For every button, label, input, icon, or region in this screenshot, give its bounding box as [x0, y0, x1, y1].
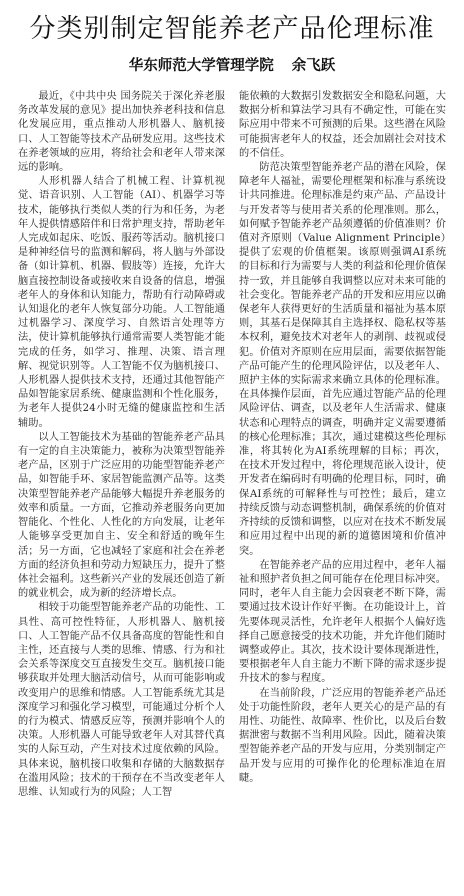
body-paragraph: 以人工智能技术为基础的智能养老产品具有一定的自主决策能力，被称为决策型智能养老产品，区别于广泛应用的功能型智能养老产品，如智能手环、家居智能监测产品等。这类决策型智能养老产品能够大幅提升养老服务的效率和质量。一方面，它推动养老服务向更加智能化、个性化、人性化的方向发展，让老年人能够享受更加自主、安全和舒适的晚年生活；另一方面，它也减轻了家庭和社会在养老方面的经济负担和劳动力短缺压力，提升了整体社会福利。这些新兴产业的发展还创造了新的就业机会，成为新的经济增长点。 [18, 431, 225, 600]
body-paragraph: 在当前阶段，广泛应用的智能养老产品还处于功能性阶段，老年人更关心的是产品的有用性、功能性、故障率、性价比，以及后台数据泄密与数据不当利用风险。因此，随着决策型智能养老产品的开发与应用，分类别制定产品开发与应用的可操作化的伦理标准迫在眉睫。 [239, 687, 446, 784]
body-paragraph: 相较于功能型智能养老产品的功能性、工具性、高可控性特征，人形机器人、脑机接口、人工智能产品不仅具备高度的智能性和自主性，还直接与人类的思维、情感、行为和社会关系等深度交互直接发生交互。脑机接口能够获取并处理大脑活动信号，从而可能影响或改变用户的思维和情感。人工智能系统尤其是深度学习和强化学习模型，可能通过分析个人的行为模式、情感反应等，预测并影响个人的决策。人形机器人可能导致老年人对其替代真实的人际互动，产生对技术过度依赖的风险。具体来说，脑机接口收集和存储的大脑数据存在滥用风险；技术的干预存在不当改变老年人思维、认知或行为的风险；人工智 [18, 602, 225, 798]
body-paragraph: 防范决策型智能养老产品的潜在风险，保障老年人福祉，需要伦理框架和标准与系统设计共同推进。伦理标准是约束产品、产品设计与开发者等与使用者关系的伦理准则。那么，如何赋予智能养老产品须遵循的价值准则？价值对齐原则（Value Alignment Principle）提供了宏观的价值框架。该原则强调AI系统的目标和行为需要与人类的利益和伦理价值保持一致，并且能够自我调整以应对未来可能的社会变化。智能养老产品的开发和应用应以确保老年人获得更好的生活质量和福祉为基本原则，其基石是保障其自主选择权、隐私权等基本权利，避免技术对老年人的剥削、歧视或侵犯。价值对齐原则在应用层面，需要依据智能产品可能产生的伦理风险评估，以及老年人、照护主体的实际需求来确立具体的伦理标准。在具体操作层面，首先应通过智能产品的伦理风险评估、调查，以及老年人生活需求、健康状态和心理特点的调查，明确并定义需要遵循的核心伦理标准；其次，通过建模这些伦理标准，将其转化为AI系统理解的目标；再次，在技术开发过程中，将伦理规范嵌入设计，使开发者在编码时有明确的伦理目标，同时，确保AI系统的可解释性与可控性；最后，建立持续反馈与动态调整机制，确保系统的价值对齐持续的反馈和调整，以应对在技术不断发展和应用过程中出现的新的道德困境和价值冲突。 [239, 162, 446, 557]
body-paragraph: 人形机器人结合了机械工程、计算机视觉、语音识别、人工智能（AI）、机器学习等技术，能够执行类似人类的行为和任务，为老年人提供情感陪伴和日常护理支持，帮助老年人完成如起床、吃饭、服药等活动。脑机接口是种神经信号的监测和解码，将人脑与外部设备（如计算机、机器、假肢等）连接，允许大脑直接控制设备或接收来自设备的信息，增强老年人的身体和认知能力，帮助有行动障碍或认知退化的老年人恢复部分功能。人工智能通过机器学习、深度学习、自然语言处理等方法，使计算机能够执行通常需要人类智能才能完成的任务，如学习、推理、决策、语言理解、视觉识别等。人工智能不仅为脑机接口、人形机器人提供技术支持，还通过其他智能产品如智能家居系统、健康监测和个性化服务，为老年人提供24小时无缝的健康监控和生活辅助。 [18, 176, 225, 429]
article-byline [18, 54, 446, 78]
author-name: 余飞跃 [291, 58, 336, 74]
body-paragraph-continuation: 能依赖的大数据引发数据安全和隐私问题，大数据分析和算法学习具有不确定性，可能在实际应用中带来不可预测的后果。这些潜在风险可能损害老年人的权益，还会加剧社会对技术的不信任。 [239, 91, 446, 159]
left-column [18, 90, 225, 896]
body-paragraph: 在智能养老产品的应用过程中，老年人福祉和照护者负担之间可能存在伦理目标冲突。同时，老年人自主能力会因衰老不断下降，需要通过技术设计作好平衡。在功能设计上，首先要体现灵活性，允许老年人根据个人偏好选择自己愿意接受的技术功能，并允许他们随时调整或停止。其次，技术设计要体现渐进性，要根据老年人自主能力不断下降的需求逐步提升技术的参与程度。 [239, 559, 446, 685]
article-title: 分类别制定智能养老产品伦理标准 [29, 14, 435, 44]
right-column [239, 90, 446, 896]
author-affiliation: 华东师范大学管理学院 [128, 58, 274, 74]
body-paragraph: 最近，《中共中央 国务院关于深化养老服务改革发展的意见》提出加快养老科技和信息化发展应用，重点推动人形机器人、脑机接口、人工智能等技术产品研发应用。这些技术在养老领域的应用，将给社会和老年人带来深远的影响。 [18, 91, 225, 174]
article-body [18, 90, 446, 896]
